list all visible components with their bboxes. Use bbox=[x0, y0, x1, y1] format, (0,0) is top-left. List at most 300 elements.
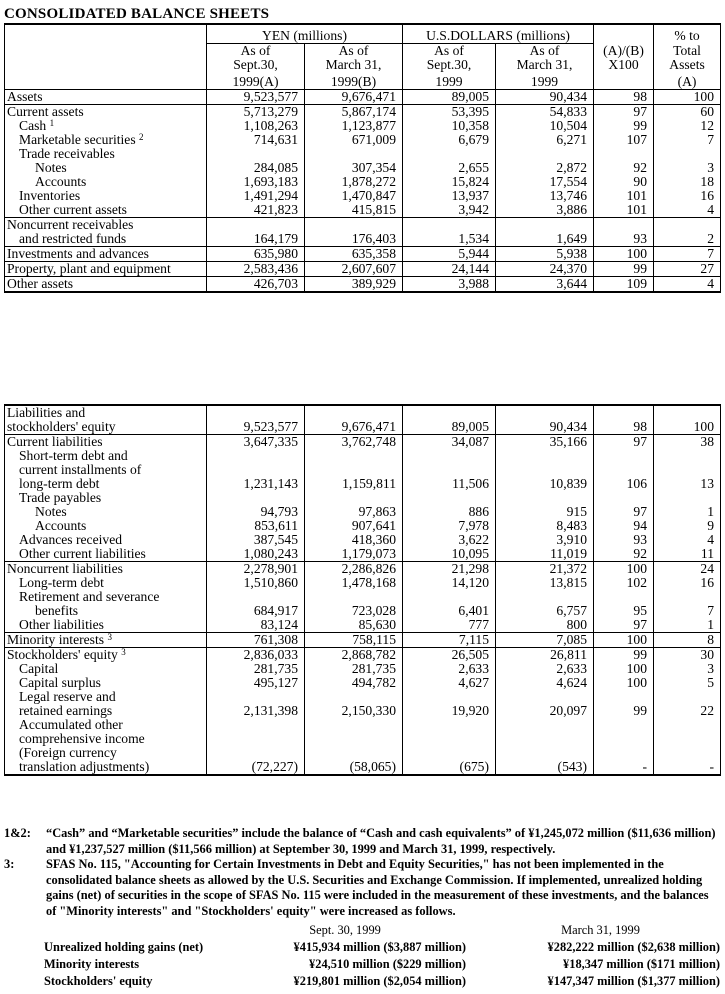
value-cell: 5,713,279 bbox=[207, 105, 305, 120]
value-cell bbox=[594, 405, 654, 420]
value-cell bbox=[594, 218, 654, 233]
value-cell: 99 bbox=[594, 262, 654, 277]
value-cell: 35,166 bbox=[496, 435, 594, 450]
value-cell: 7,115 bbox=[403, 633, 496, 648]
value-cell: 2,583,436 bbox=[207, 262, 305, 277]
value-cell: 6,401 bbox=[403, 604, 496, 618]
row-label: Current assets bbox=[5, 105, 207, 120]
liabilities-rows bbox=[5, 405, 721, 775]
value-cell: 3,644 bbox=[496, 277, 594, 293]
row-label: Noncurrent receivables bbox=[5, 218, 207, 233]
value-cell bbox=[654, 718, 721, 732]
table-row bbox=[5, 676, 721, 690]
value-cell: 94,793 bbox=[207, 505, 305, 519]
value-cell: 1,159,811 bbox=[305, 477, 403, 491]
value-cell bbox=[207, 732, 305, 746]
value-cell: 284,085 bbox=[207, 161, 305, 175]
value-cell bbox=[305, 463, 403, 477]
value-cell bbox=[594, 147, 654, 161]
value-cell: 1,470,847 bbox=[305, 189, 403, 203]
value-cell bbox=[403, 718, 496, 732]
row-label: (Foreign currency bbox=[5, 746, 207, 760]
value-cell: 98 bbox=[594, 90, 654, 105]
value-cell bbox=[654, 690, 721, 704]
table-row bbox=[5, 119, 721, 133]
value-cell: 2,131,398 bbox=[207, 704, 305, 718]
table-row bbox=[5, 189, 721, 203]
value-cell: 761,308 bbox=[207, 633, 305, 648]
value-cell: 886 bbox=[403, 505, 496, 519]
row-label: Marketable securities $^2$ bbox=[5, 133, 207, 147]
value-cell bbox=[594, 463, 654, 477]
value-cell: 12 bbox=[654, 119, 721, 133]
value-cell: 1,878,272 bbox=[305, 175, 403, 189]
value-cell bbox=[594, 690, 654, 704]
row-label: and restricted funds bbox=[5, 232, 207, 247]
value-cell: 99 bbox=[594, 648, 654, 663]
liabilities-table bbox=[4, 404, 721, 776]
row-label: Retirement and severance bbox=[5, 590, 207, 604]
value-cell bbox=[305, 491, 403, 505]
value-cell: 30 bbox=[654, 648, 721, 663]
assets-table: YEN (millions) U.S.DOLLARS (millions) % to As of As of As of As of (A)/(B) Total Sept.30, March 31, Sept.30, March 31, X100 Assets 1999(A) 1999(B) 1999 1999 (A) Assets 9,523,577 9,676,471 89,005 90,434 98 100 Current assets 5,713,279 5,867,174 53,395 54,833 97 60 Cash $^1$ 1,108,263 1,123,877 10,358 10,504 99 12 Marketable securities $^2$ 714,631 671,009 6,679 6,271 107 7 Trade receivables Notes 284,085 307,354 2,655 2,872 92 3 Accounts 1,693,183 1,878,272 15,824 17,554 90 18 Inventories 1,491,294 1,470,847 13,937 13,746 101 16 Other current assets 421,823 415,815 3,942 3,886 101 4 Noncurrent receivables and restricted funds 164,179 176,403 1,534 1,649 93 2 Investments and advances 635,980 635,358 5,944 5,938 100 7 Property, plant and equipment 2,583,436 2,607,607 24,144 24,370 99 27 Other assets 426,703 389,929 3,988 3,644 109 4 bbox=[4, 23, 721, 293]
value-cell: - bbox=[594, 760, 654, 775]
row-label: retained earnings bbox=[5, 704, 207, 718]
value-cell bbox=[207, 405, 305, 420]
value-cell: 99 bbox=[594, 704, 654, 718]
value-cell: (543) bbox=[496, 760, 594, 775]
value-cell: 24 bbox=[654, 562, 721, 577]
value-cell: 777 bbox=[403, 618, 496, 633]
footnote-marker: 3 bbox=[121, 647, 126, 657]
row-label: Minority interests $^3$ bbox=[5, 633, 207, 648]
value-cell: 671,009 bbox=[305, 133, 403, 147]
gains-row: Minority interests ¥24,510 million ($229 million) ¥18,347 million ($171 million) bbox=[44, 957, 720, 971]
value-cell: 1,080,243 bbox=[207, 547, 305, 562]
value-cell: 100 bbox=[594, 662, 654, 676]
value-cell bbox=[654, 491, 721, 505]
value-cell: 387,545 bbox=[207, 533, 305, 547]
value-cell: 92 bbox=[594, 161, 654, 175]
value-cell: 1,534 bbox=[403, 232, 496, 247]
value-cell: (58,065) bbox=[305, 760, 403, 775]
table-row bbox=[5, 218, 721, 233]
row-label: Current liabilities bbox=[5, 435, 207, 450]
value-cell bbox=[654, 405, 721, 420]
value-cell: 2 bbox=[654, 232, 721, 247]
value-cell bbox=[305, 690, 403, 704]
value-cell bbox=[654, 147, 721, 161]
table-row bbox=[5, 505, 721, 519]
value-cell: 3,622 bbox=[403, 533, 496, 547]
value-cell bbox=[496, 718, 594, 732]
table-row bbox=[5, 175, 721, 189]
value-cell: 8 bbox=[654, 633, 721, 648]
row-label: Assets bbox=[5, 90, 207, 105]
value-cell: 19,920 bbox=[403, 704, 496, 718]
row-label: Long-term debt bbox=[5, 576, 207, 590]
value-cell bbox=[403, 746, 496, 760]
table-row bbox=[5, 519, 721, 533]
value-cell: (72,227) bbox=[207, 760, 305, 775]
table-row bbox=[5, 203, 721, 218]
row-label: translation adjustments) bbox=[5, 760, 207, 775]
gains-header-sept: Sept. 30, 1999 bbox=[309, 923, 381, 937]
value-cell: 83,124 bbox=[207, 618, 305, 633]
value-cell: 106 bbox=[594, 477, 654, 491]
value-cell: 9 bbox=[654, 519, 721, 533]
value-cell bbox=[496, 218, 594, 233]
table-row bbox=[5, 618, 721, 633]
row-label: Notes bbox=[5, 161, 207, 175]
value-cell: 102 bbox=[594, 576, 654, 590]
value-cell: 93 bbox=[594, 232, 654, 247]
value-cell: 2,868,782 bbox=[305, 648, 403, 663]
value-cell: 5 bbox=[654, 676, 721, 690]
value-cell bbox=[496, 147, 594, 161]
value-cell: 24,370 bbox=[496, 262, 594, 277]
value-cell: 6,757 bbox=[496, 604, 594, 618]
row-label: Advances received bbox=[5, 533, 207, 547]
value-cell bbox=[207, 491, 305, 505]
value-cell: 7 bbox=[654, 133, 721, 147]
value-cell: 426,703 bbox=[207, 277, 305, 293]
value-cell: 495,127 bbox=[207, 676, 305, 690]
value-cell bbox=[207, 463, 305, 477]
table-row bbox=[5, 105, 721, 120]
value-cell: 101 bbox=[594, 203, 654, 218]
row-label: Property, plant and equipment bbox=[5, 262, 207, 277]
table-row bbox=[5, 604, 721, 618]
value-cell bbox=[496, 732, 594, 746]
value-cell: 15,824 bbox=[403, 175, 496, 189]
value-cell bbox=[403, 218, 496, 233]
table-row bbox=[5, 232, 721, 247]
value-cell: 1,231,143 bbox=[207, 477, 305, 491]
value-cell: 16 bbox=[654, 576, 721, 590]
value-cell: 3,886 bbox=[496, 203, 594, 218]
table-row bbox=[5, 704, 721, 718]
row-label: Trade receivables bbox=[5, 147, 207, 161]
value-cell: 21,372 bbox=[496, 562, 594, 577]
value-cell: 1,649 bbox=[496, 232, 594, 247]
table-row bbox=[5, 576, 721, 590]
value-cell: 26,811 bbox=[496, 648, 594, 663]
row-label: current installments of bbox=[5, 463, 207, 477]
value-cell: 8,483 bbox=[496, 519, 594, 533]
row-label: Other assets bbox=[5, 277, 207, 293]
row-label: Legal reserve and bbox=[5, 690, 207, 704]
value-cell: 5,938 bbox=[496, 247, 594, 262]
row-label: long-term debt bbox=[5, 477, 207, 491]
table-row bbox=[5, 562, 721, 577]
value-cell: 2,607,607 bbox=[305, 262, 403, 277]
value-cell: 93 bbox=[594, 533, 654, 547]
value-cell: 100 bbox=[654, 420, 721, 435]
value-cell: 101 bbox=[594, 189, 654, 203]
table-row bbox=[5, 491, 721, 505]
value-cell bbox=[496, 690, 594, 704]
value-cell: 9,523,577 bbox=[207, 90, 305, 105]
table-row bbox=[5, 247, 721, 262]
value-cell: 2,150,330 bbox=[305, 704, 403, 718]
value-cell bbox=[305, 405, 403, 420]
row-label: Noncurrent liabilities bbox=[5, 562, 207, 577]
header-usd: U.S.DOLLARS (millions) bbox=[403, 24, 594, 43]
value-cell: 89,005 bbox=[403, 420, 496, 435]
value-cell: 3 bbox=[654, 161, 721, 175]
value-cell: 418,360 bbox=[305, 533, 403, 547]
row-label: Other current assets bbox=[5, 203, 207, 218]
value-cell: - bbox=[654, 760, 721, 775]
value-cell: 11,506 bbox=[403, 477, 496, 491]
value-cell: 97 bbox=[594, 505, 654, 519]
value-cell: 7 bbox=[654, 604, 721, 618]
row-label: Accounts bbox=[5, 519, 207, 533]
value-cell bbox=[305, 218, 403, 233]
value-cell: 1,510,860 bbox=[207, 576, 305, 590]
value-cell bbox=[403, 491, 496, 505]
value-cell: 307,354 bbox=[305, 161, 403, 175]
value-cell bbox=[403, 463, 496, 477]
row-label: Investments and advances bbox=[5, 247, 207, 262]
unrealized-gains-table bbox=[44, 922, 720, 990]
value-cell: 176,403 bbox=[305, 232, 403, 247]
value-cell: 2,633 bbox=[403, 662, 496, 676]
value-cell: 90,434 bbox=[496, 420, 594, 435]
row-label: Capital bbox=[5, 662, 207, 676]
value-cell: (675) bbox=[403, 760, 496, 775]
value-cell bbox=[305, 449, 403, 463]
value-cell: 7,085 bbox=[496, 633, 594, 648]
value-cell bbox=[594, 491, 654, 505]
value-cell: 9,676,471 bbox=[305, 90, 403, 105]
table-row bbox=[5, 547, 721, 562]
value-cell: 1 bbox=[654, 618, 721, 633]
value-cell: 3,942 bbox=[403, 203, 496, 218]
footnote-1-2: 1&2: “Cash” and “Marketable securities” include the balance of “Cash and cash equivalents” of ¥1,245,072 million ($11,636 million) and ¥1,237,527 million ($11,566 million) at September 30, 1999 and March 31, 1999, respectively. bbox=[4, 826, 716, 856]
value-cell: 16 bbox=[654, 189, 721, 203]
value-cell bbox=[496, 405, 594, 420]
value-cell: 5,944 bbox=[403, 247, 496, 262]
value-cell: 684,917 bbox=[207, 604, 305, 618]
value-cell: 100 bbox=[654, 90, 721, 105]
value-cell bbox=[594, 732, 654, 746]
value-cell: 97 bbox=[594, 105, 654, 120]
value-cell bbox=[594, 746, 654, 760]
value-cell bbox=[207, 690, 305, 704]
table-row bbox=[5, 147, 721, 161]
value-cell: 723,028 bbox=[305, 604, 403, 618]
table-row bbox=[5, 690, 721, 704]
value-cell bbox=[403, 690, 496, 704]
gains-row: Stockholders' equity ¥219,801 million ($2,054 million) ¥147,347 million ($1,377 million) bbox=[44, 974, 720, 988]
value-cell bbox=[594, 590, 654, 604]
value-cell: 3,762,748 bbox=[305, 435, 403, 450]
value-cell: 90 bbox=[594, 175, 654, 189]
value-cell: 97,863 bbox=[305, 505, 403, 519]
footnote-marker: 2 bbox=[139, 132, 144, 142]
value-cell bbox=[496, 491, 594, 505]
table-row bbox=[5, 161, 721, 175]
value-cell: 34,087 bbox=[403, 435, 496, 450]
value-cell: 97 bbox=[594, 618, 654, 633]
value-cell: 853,611 bbox=[207, 519, 305, 533]
value-cell: 10,839 bbox=[496, 477, 594, 491]
value-cell: 100 bbox=[594, 247, 654, 262]
value-cell bbox=[654, 218, 721, 233]
value-cell: 18 bbox=[654, 175, 721, 189]
row-label: Stockholders' equity $^3$ bbox=[5, 648, 207, 663]
header-pct-top: % to bbox=[654, 24, 721, 43]
value-cell bbox=[403, 449, 496, 463]
value-cell: 94 bbox=[594, 519, 654, 533]
value-cell bbox=[496, 590, 594, 604]
value-cell: 714,631 bbox=[207, 133, 305, 147]
value-cell: 3,647,335 bbox=[207, 435, 305, 450]
value-cell: 7 bbox=[654, 247, 721, 262]
value-cell bbox=[594, 718, 654, 732]
table-row bbox=[5, 533, 721, 547]
value-cell bbox=[305, 147, 403, 161]
value-cell bbox=[207, 218, 305, 233]
value-cell: 7,978 bbox=[403, 519, 496, 533]
header-blank bbox=[5, 24, 207, 90]
value-cell: 14,120 bbox=[403, 576, 496, 590]
value-cell: 2,286,826 bbox=[305, 562, 403, 577]
value-cell: 22 bbox=[654, 704, 721, 718]
value-cell bbox=[207, 746, 305, 760]
value-cell: 635,358 bbox=[305, 247, 403, 262]
value-cell: 107 bbox=[594, 133, 654, 147]
footnote-3: 3: SFAS No. 115, "Accounting for Certain Investments in Debt and Equity Securities," has not been implemented in the consolidated balance sheets as allowed by the U.S. Securities and Exchange Commission. If implemented, unrealized holding gains (net) of securities in the scope of SFAS No. 115 were included in the measurement of these investments, and the balances of "Minority interests" and "Stockholders' equity" were increased as follows. bbox=[4, 857, 709, 918]
value-cell: 10,504 bbox=[496, 119, 594, 133]
gains-row: Unrealized holding gains (net) ¥415,934 million ($3,887 million) ¥282,222 million ($2,638 million) bbox=[44, 940, 720, 954]
value-cell: 109 bbox=[594, 277, 654, 293]
table-row bbox=[5, 760, 721, 775]
table-row bbox=[5, 463, 721, 477]
value-cell bbox=[403, 147, 496, 161]
value-cell bbox=[654, 732, 721, 746]
page-title: CONSOLIDATED BALANCE SHEETS bbox=[4, 6, 270, 22]
row-label: stockholders' equity bbox=[5, 420, 207, 435]
value-cell: 11 bbox=[654, 547, 721, 562]
value-cell: 95 bbox=[594, 604, 654, 618]
value-cell bbox=[403, 732, 496, 746]
row-label: Other current liabilities bbox=[5, 547, 207, 562]
value-cell: 4 bbox=[654, 533, 721, 547]
value-cell: 635,980 bbox=[207, 247, 305, 262]
row-label: Other liabilities bbox=[5, 618, 207, 633]
value-cell: 13,937 bbox=[403, 189, 496, 203]
value-cell: 1,179,073 bbox=[305, 547, 403, 562]
row-label: comprehensive income bbox=[5, 732, 207, 746]
value-cell: 5,867,174 bbox=[305, 105, 403, 120]
value-cell bbox=[403, 405, 496, 420]
value-cell bbox=[594, 449, 654, 463]
value-cell: 10,358 bbox=[403, 119, 496, 133]
table-row bbox=[5, 746, 721, 760]
value-cell: 4,627 bbox=[403, 676, 496, 690]
table-row bbox=[5, 405, 721, 420]
row-label: Inventories bbox=[5, 189, 207, 203]
value-cell: 1,491,294 bbox=[207, 189, 305, 203]
value-cell: 100 bbox=[594, 676, 654, 690]
value-cell: 92 bbox=[594, 547, 654, 562]
row-label: benefits bbox=[5, 604, 207, 618]
value-cell: 1,478,168 bbox=[305, 576, 403, 590]
table-row bbox=[5, 732, 721, 746]
value-cell: 2,872 bbox=[496, 161, 594, 175]
table-row bbox=[5, 90, 721, 105]
row-label: Short-term debt and bbox=[5, 449, 207, 463]
value-cell: 915 bbox=[496, 505, 594, 519]
value-cell bbox=[305, 590, 403, 604]
value-cell: 2,633 bbox=[496, 662, 594, 676]
value-cell: 60 bbox=[654, 105, 721, 120]
table-row bbox=[5, 277, 721, 293]
value-cell: 24,144 bbox=[403, 262, 496, 277]
header-yen: YEN (millions) bbox=[207, 24, 403, 43]
value-cell: 9,523,577 bbox=[207, 420, 305, 435]
value-cell: 100 bbox=[594, 562, 654, 577]
value-cell: 13,746 bbox=[496, 189, 594, 203]
value-cell: 3,988 bbox=[403, 277, 496, 293]
value-cell bbox=[305, 732, 403, 746]
assets-rows bbox=[5, 90, 721, 293]
value-cell: 11,019 bbox=[496, 547, 594, 562]
value-cell: 21,298 bbox=[403, 562, 496, 577]
row-label: Cash $^1$ bbox=[5, 119, 207, 133]
value-cell: 4 bbox=[654, 203, 721, 218]
value-cell: 2,278,901 bbox=[207, 562, 305, 577]
value-cell: 13,815 bbox=[496, 576, 594, 590]
value-cell: 6,679 bbox=[403, 133, 496, 147]
value-cell: 98 bbox=[594, 420, 654, 435]
value-cell: 3 bbox=[654, 662, 721, 676]
value-cell: 1,693,183 bbox=[207, 175, 305, 189]
row-label: Notes bbox=[5, 505, 207, 519]
value-cell: 53,395 bbox=[403, 105, 496, 120]
table-row bbox=[5, 477, 721, 491]
gains-header-march: March 31, 1999 bbox=[561, 923, 640, 937]
row-label: Liabilities and bbox=[5, 405, 207, 420]
value-cell: 281,735 bbox=[305, 662, 403, 676]
value-cell: 415,815 bbox=[305, 203, 403, 218]
value-cell: 17,554 bbox=[496, 175, 594, 189]
value-cell: 6,271 bbox=[496, 133, 594, 147]
value-cell: 4,624 bbox=[496, 676, 594, 690]
value-cell: 389,929 bbox=[305, 277, 403, 293]
value-cell: 26,505 bbox=[403, 648, 496, 663]
table-row bbox=[5, 449, 721, 463]
value-cell bbox=[305, 718, 403, 732]
value-cell bbox=[496, 463, 594, 477]
row-label: Accounts bbox=[5, 175, 207, 189]
value-cell bbox=[305, 746, 403, 760]
value-cell bbox=[654, 449, 721, 463]
value-cell: 164,179 bbox=[207, 232, 305, 247]
value-cell: 97 bbox=[594, 435, 654, 450]
value-cell: 4 bbox=[654, 277, 721, 293]
table-row bbox=[5, 590, 721, 604]
value-cell: 281,735 bbox=[207, 662, 305, 676]
value-cell bbox=[207, 590, 305, 604]
value-cell bbox=[654, 590, 721, 604]
value-cell: 90,434 bbox=[496, 90, 594, 105]
value-cell: 3,910 bbox=[496, 533, 594, 547]
value-cell: 13 bbox=[654, 477, 721, 491]
